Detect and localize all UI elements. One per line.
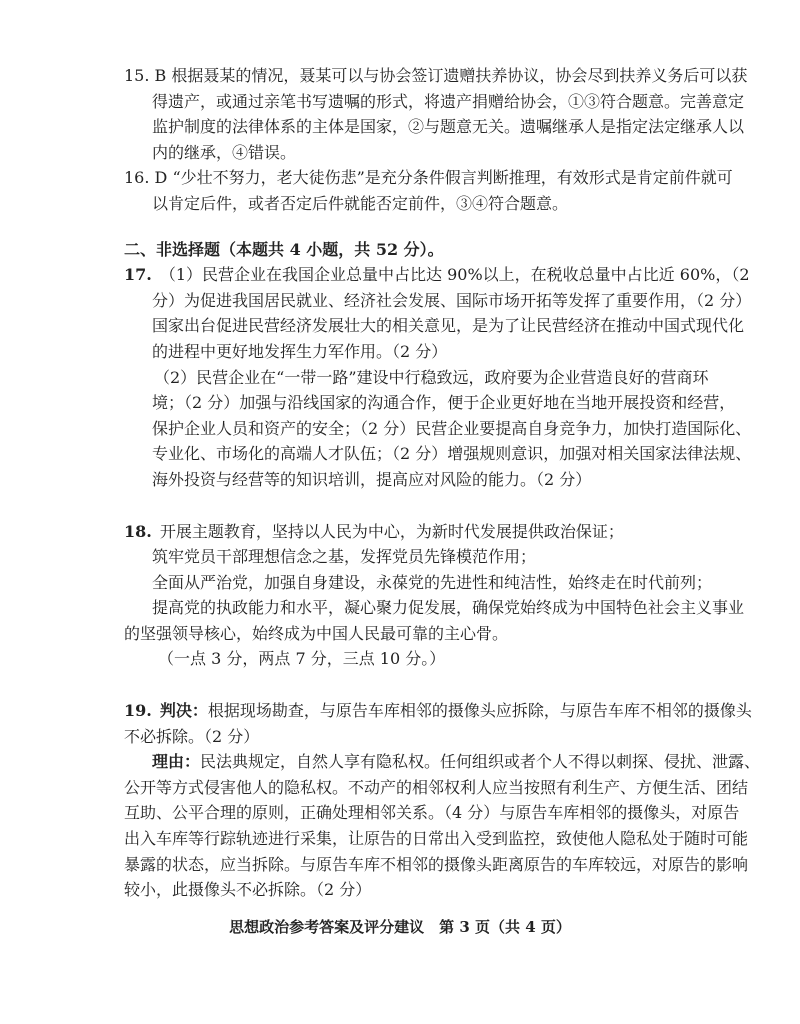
section-heading: 二、非选择题（本题共 4 小题，共 52 分）。 xyxy=(124,239,444,259)
answer-17-part1-line-1: （1）民营企业在我国企业总量中占比达 90%以上，在税收总量中占比近 60%，（2 xyxy=(159,265,750,285)
answer-16-line-2: 以肯定后件，或者否定后件就能否定前件，③④符合题意。 xyxy=(152,193,569,213)
answer-18-line-1: 开展主题教育，坚持以人民为中心，为新时代发展提供政治保证； xyxy=(159,521,624,541)
answer-16 xyxy=(124,165,733,216)
answer-18-line-2: 筑牢党员干部理想信念之基，发挥党员先锋模范作用； xyxy=(152,547,537,567)
answer-19-reason-line-5: 暴露的状态，应当拆除。与原告车库不相邻的摄像头距离原告的车库较远，对原告的影响 xyxy=(124,854,749,874)
answer-18-line-5: 的坚强领导核心，始终成为中国人民最可靠的主心骨。 xyxy=(124,623,509,643)
spacer xyxy=(124,217,676,237)
answer-15-line-2: 得遗产，或通过亲笔书写遗嘱的形式，将遗产捐赠给协会，①③符合题意。完善意定 xyxy=(152,91,745,111)
answer-16-line-1: 16. D “少壮不努力，老大徒伤悲”是充分条件假言判断推理，有效形式是肯定前件就可 xyxy=(124,168,733,188)
answer-17-part1-line-4: 的进程中更好地发挥生力军作用。（2 分） xyxy=(152,341,448,361)
answer-17-part2-line-2: 境；（2 分）加强与沿线国家的沟通合作，便于企业更好地在当地开展投资和经营， xyxy=(152,393,736,413)
answer-17 xyxy=(124,262,752,492)
answer-17-part2-line-4: 专业化、市场化的高端人才队伍；（2 分）增强规则意识，加强对相关国家法律法规、 xyxy=(152,444,752,464)
answer-18-line-4: 提高党的执政能力和水平，凝心聚力促发展，确保党始终成为中国特色社会主义事业 xyxy=(152,598,745,618)
answer-15-line-4: 内的继承，④错误。 xyxy=(152,142,297,162)
answer-17-part2-line-3: 保护企业人员和资产的安全；（2 分）民营企业要提高自身竞争力，加快打造国际化、 xyxy=(152,418,752,438)
answer-19-verdict-line-2: 不必拆除。（2 分） xyxy=(124,726,260,746)
answer-18-line-3: 全面从严治党，加强自身建设，永葆党的先进性和纯洁性，始终走在时代前列； xyxy=(152,572,713,592)
answer-17-part1-line-2: 分）为促进我国居民就业、经济社会发展、国际市场开拓等发挥了重要作用，（2 分） xyxy=(152,290,752,310)
answer-19-reason-line-1: 民法典规定，自然人享有隐私权。任何组织或者个人不得以刺探、侵扰、泄露、 xyxy=(200,752,761,772)
answer-17-part1-line-3: 国家出台促进民营经济发展壮大的相关意见，是为了让民营经济在推动中国式现代化 xyxy=(152,316,745,336)
spacer xyxy=(124,672,676,698)
page-footer: 思想政治参考答案及评分建议 第 3 页（共 4 页） xyxy=(229,918,571,936)
answer-19-verdict-line-1: 根据现场勘查，与原告车库相邻的摄像头应拆除，与原告车库不相邻的摄像头 xyxy=(207,701,752,721)
verdict-label: 判决： xyxy=(159,701,208,721)
question-number: 19. xyxy=(124,701,152,721)
answer-17-part2-line-5: 海外投资与经营等的知识培训，提高应对风险的能力。（2 分） xyxy=(152,469,592,489)
answer-15-line-1: 15. B 根据聂某的情况，聂某可以与协会签订遗赠扶养协议，协会尽到扶养义务后可以获 xyxy=(124,66,748,85)
spacer xyxy=(124,493,676,519)
reason-label: 理由： xyxy=(152,752,201,772)
answer-17-part2-line-1: （2）民营企业在“一带一路”建设中行稳致远，政府要为企业营造良好的营商环 xyxy=(154,367,709,387)
question-number: 17. xyxy=(124,265,152,285)
answer-18 xyxy=(124,519,745,673)
answer-19-reason-line-6: 较小，此摄像头不必拆除。（2 分） xyxy=(124,880,372,900)
question-number: 18. xyxy=(124,521,152,541)
answer-19-reason-line-4: 出入车库等行踪轨迹进行采集，让原告的日常出入受到监控，致使他人隐私处于随时可能 xyxy=(124,829,749,849)
answer-19 xyxy=(124,698,761,903)
answer-15-line-3: 监护制度的法律体系的主体是国家，②与题意无关。遗嘱继承人是指定法定继承人以 xyxy=(152,117,745,137)
answer-19-reason-line-2: 公开等方式侵害他人的隐私权。不动产的相邻权利人应当按照有利生产、方便生活、团结 xyxy=(124,777,749,797)
answer-18-scoring: （一点 3 分，两点 7 分，三点 10 分。） xyxy=(158,649,446,669)
answer-15 xyxy=(124,63,748,165)
answer-19-reason-line-3: 互助、公平合理的原则，正确处理相邻关系。（4 分）与原告车库相邻的摄像头，对原告 xyxy=(124,803,740,823)
